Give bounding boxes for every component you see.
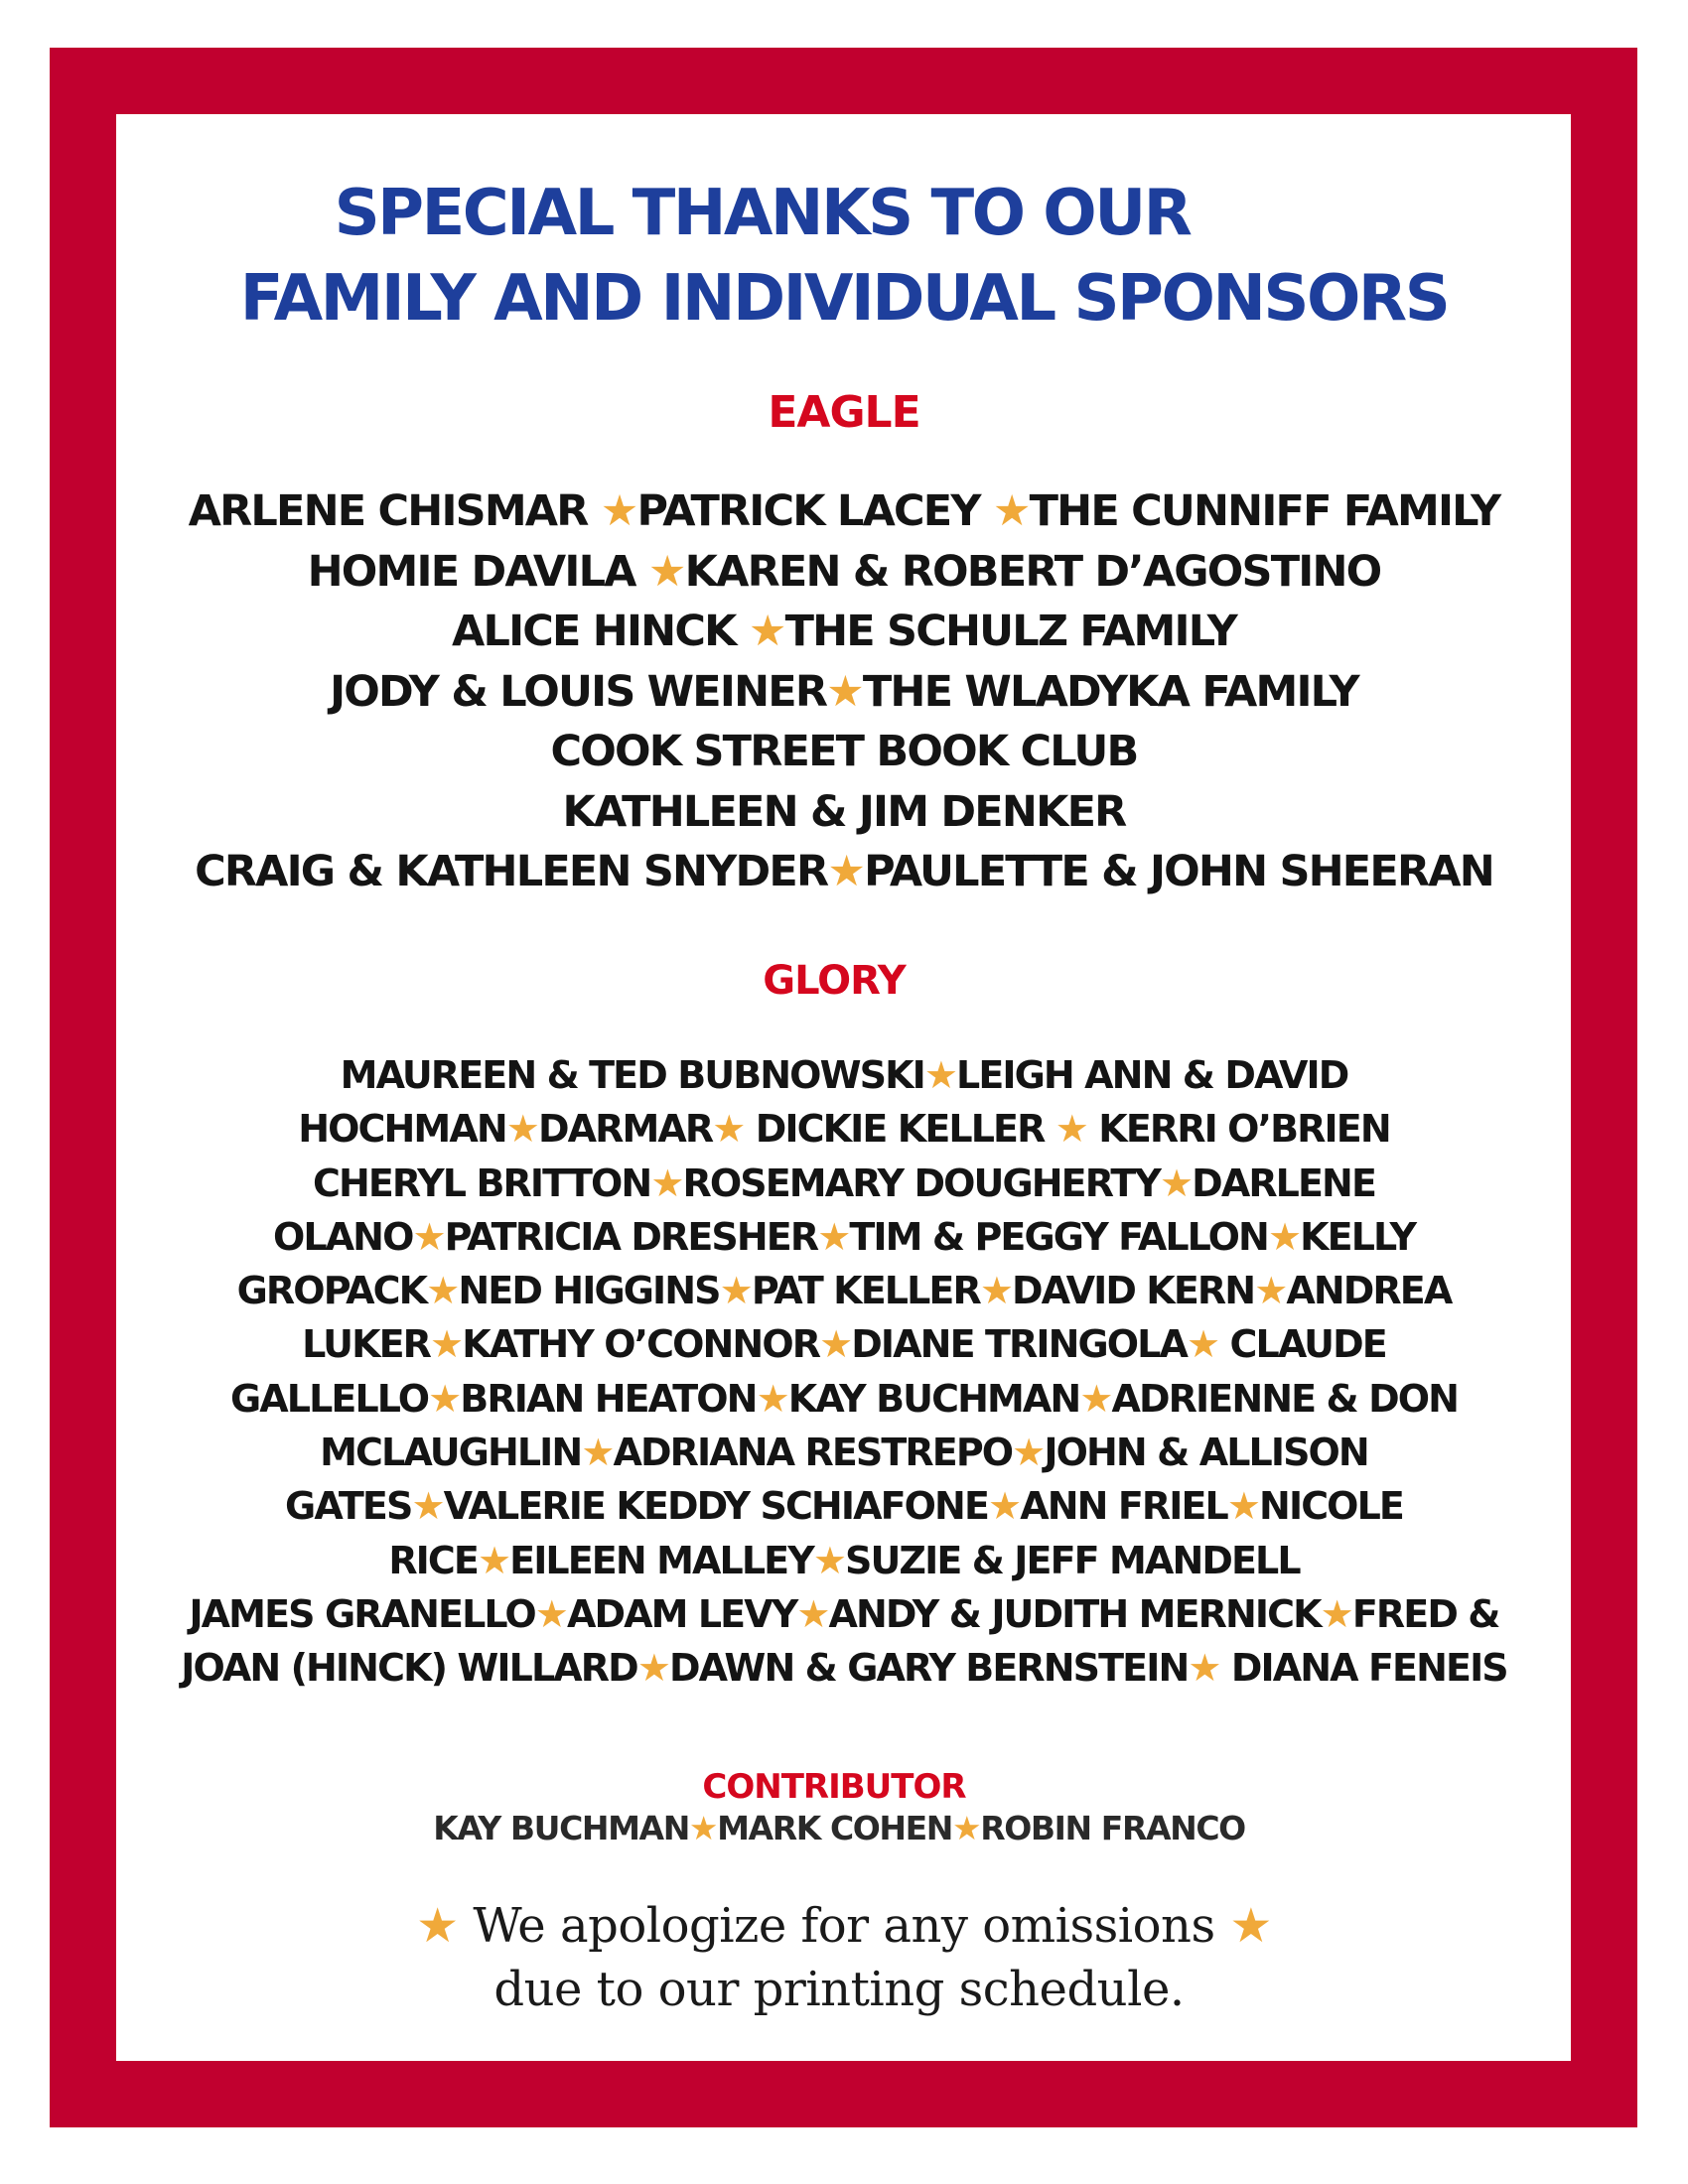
title-line-1: SPECIAL THANKS TO OUR: [334, 177, 1191, 250]
page-title: [0, 171, 1688, 341]
glory-heading: GLORY: [763, 958, 906, 1004]
star-icon: ★: [430, 1322, 463, 1367]
star-icon: ★: [428, 1376, 461, 1421]
glory-sponsor-line: CHERYL BRITTON★ROSEMARY DOUGHERTY★DARLENE: [312, 1160, 1376, 1205]
eagle-heading: EAGLE: [768, 387, 920, 438]
glory-sponsor-line: HOCHMAN★DARMAR★ DICKIE KELLER ★ KERRI O’BRIEN: [298, 1107, 1390, 1152]
glory-sponsor-list: [0, 1048, 1688, 1696]
star-icon: ★: [826, 666, 863, 717]
star-icon: ★: [1254, 1269, 1287, 1313]
star-icon: ★: [636, 1646, 669, 1691]
glory-sponsor-line: GATES★VALERIE KEDDY SCHIAFONE★ANN FRIEL★NICOLE: [285, 1484, 1403, 1529]
contributor-list: [0, 1809, 1688, 1848]
eagle-sponsor-line: ARLENE CHISMAR ★PATRICK LACEY ★THE CUNNIFF FAMILY: [188, 486, 1500, 536]
star-icon: ★: [819, 1322, 852, 1367]
eagle-sponsor-line: JODY & LOUIS WEINER★THE WLADYKA FAMILY: [330, 666, 1358, 717]
star-icon: ★: [712, 1107, 745, 1152]
star-icon: ★: [1226, 1484, 1260, 1529]
star-icon: ★: [477, 1538, 510, 1582]
star-icon: ★: [426, 1269, 459, 1313]
star-icon: ★: [979, 1269, 1013, 1313]
star-icon: ★: [1229, 1898, 1272, 1954]
star-icon: ★: [719, 1269, 752, 1313]
star-icon: ★: [1160, 1160, 1193, 1205]
star-icon: ★: [1079, 1376, 1112, 1421]
eagle-sponsor-line: KATHLEEN & JIM DENKER: [562, 786, 1126, 837]
eagle-sponsor-list: [0, 481, 1688, 902]
star-icon: ★: [812, 1538, 845, 1582]
star-icon: ★: [1012, 1431, 1045, 1475]
star-icon: ★: [1187, 1322, 1219, 1367]
star-icon: ★: [650, 1160, 683, 1205]
star-icon: ★: [952, 1809, 981, 1847]
eagle-sponsor-line: HOMIE DAVILA ★KAREN & ROBERT D’AGOSTINO: [307, 546, 1381, 597]
title-line-2: FAMILY AND INDIVIDUAL SPONSORS: [239, 262, 1449, 336]
glory-sponsor-line: JOAN (HINCK) WILLARD★DAWN & GARY BERNSTEIN★ DIANA FENEIS: [181, 1646, 1507, 1691]
star-icon: ★: [988, 1484, 1021, 1529]
apology-line-2: due to our printing schedule.: [493, 1962, 1185, 2017]
glory-sponsor-line: GALLELLO★BRIAN HEATON★KAY BUCHMAN★ADRIENNE & DON: [229, 1376, 1459, 1421]
star-icon: ★: [992, 486, 1030, 536]
star-icon: ★: [796, 1591, 829, 1636]
glory-sponsor-line: LUKER★KATHY O’CONNOR★DIANE TRINGOLA★ CLAUDE: [302, 1322, 1386, 1367]
star-icon: ★: [581, 1431, 614, 1475]
star-icon: ★: [505, 1107, 538, 1152]
star-icon: ★: [412, 1214, 445, 1259]
glory-sponsor-line: RICE★EILEEN MALLEY★SUZIE & JEFF MANDELL: [388, 1538, 1300, 1582]
star-icon: ★: [411, 1484, 444, 1529]
contributor-heading: CONTRIBUTOR: [702, 1767, 966, 1807]
star-icon: ★: [1320, 1591, 1352, 1636]
star-icon: ★: [416, 1898, 459, 1954]
eagle-sponsor-line: ALICE HINCK ★THE SCHULZ FAMILY: [452, 607, 1236, 656]
eagle-sponsor-line: COOK STREET BOOK CLUB: [550, 727, 1138, 776]
star-icon: ★: [817, 1214, 850, 1259]
glory-sponsor-line: OLANO★PATRICIA DRESHER★TIM & PEGGY FALLON★KELLY: [272, 1214, 1416, 1259]
star-icon: ★: [748, 607, 785, 656]
apology-note: [0, 1894, 1688, 2021]
star-icon: ★: [756, 1376, 788, 1421]
glory-sponsor-line: JAMES GRANELLO★ADAM LEVY★ANDY & JUDITH MERNICK★FRED &: [189, 1591, 1499, 1636]
star-icon: ★: [1267, 1214, 1301, 1259]
apology-line-1: ★ We apologize for any omissions ★: [416, 1898, 1272, 1954]
star-icon: ★: [1188, 1646, 1220, 1691]
star-icon: ★: [688, 1809, 718, 1847]
star-icon: ★: [534, 1591, 567, 1636]
contributor-line: KAY BUCHMAN★MARK COHEN★ROBIN FRANCO: [433, 1809, 1245, 1847]
star-icon: ★: [923, 1053, 957, 1097]
glory-sponsor-line: MCLAUGHLIN★ADRIANA RESTREPO★JOHN & ALLISON: [320, 1431, 1368, 1475]
glory-sponsor-line: GROPACK★NED HIGGINS★PAT KELLER★DAVID KERN★ANDREA: [236, 1269, 1452, 1313]
glory-sponsor-line: MAUREEN & TED BUBNOWSKI★LEIGH ANN & DAVID: [340, 1053, 1348, 1097]
star-icon: ★: [1055, 1107, 1087, 1152]
star-icon: ★: [827, 847, 865, 896]
star-icon: ★: [600, 486, 637, 536]
eagle-sponsor-line: CRAIG & KATHLEEN SNYDER★PAULETTE & JOHN SHEERAN: [195, 847, 1493, 896]
star-icon: ★: [647, 546, 685, 597]
